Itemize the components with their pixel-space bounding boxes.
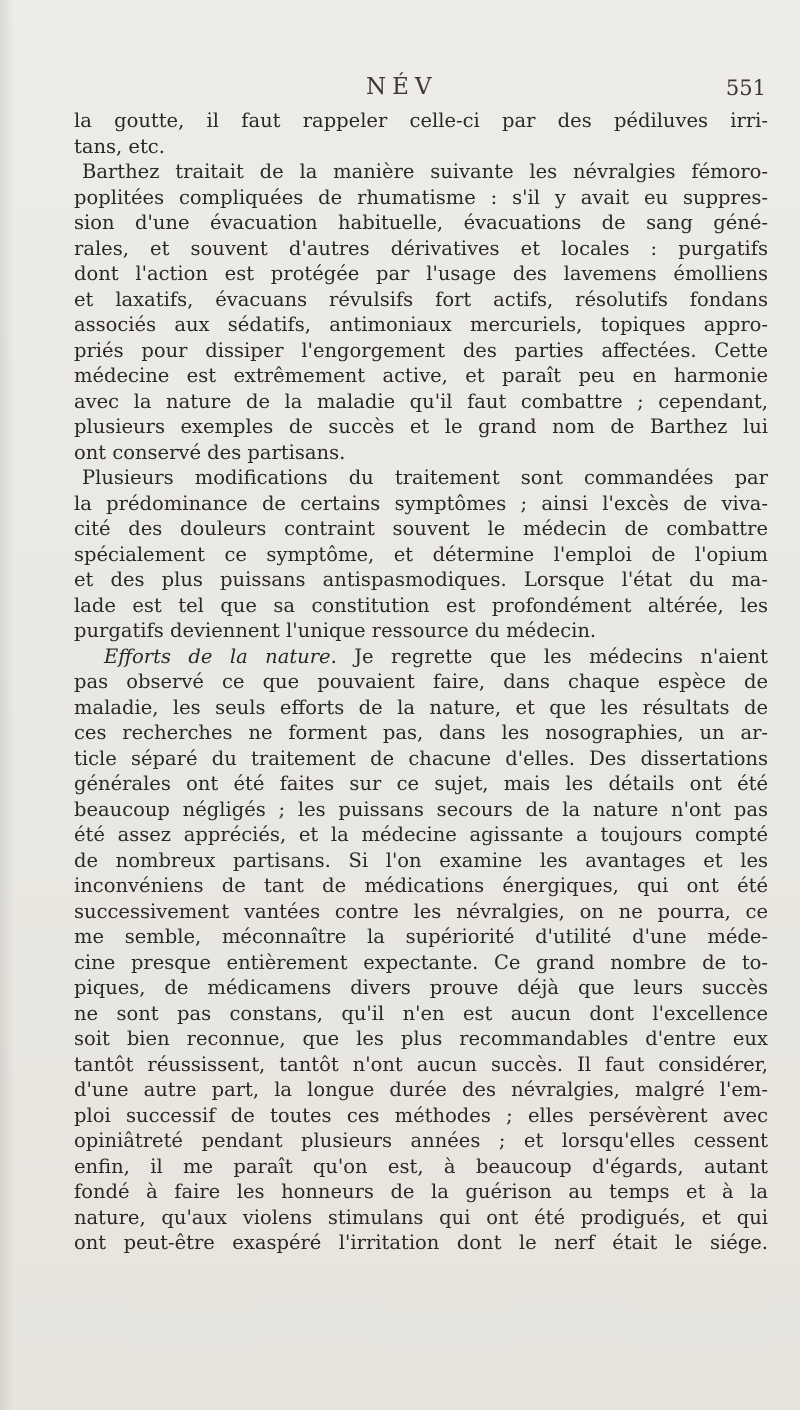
- text-line: Barthez traitait de la manière suivante les névralgies fémoro-: [82, 160, 768, 183]
- text-line: la prédominance de certains symptômes ; ainsi l'excès de viva-: [74, 491, 768, 515]
- text-line: tantôt réussissent, tantôt n'ont aucun succès. Il faut considérer,: [74, 1052, 768, 1076]
- text-line: priés pour dissiper l'engorgement des parties affectées. Cette: [74, 338, 768, 362]
- text-line: maladie, les seuls efforts de la nature, et que les résultats de: [74, 695, 768, 719]
- text-line: pas observé ce que pouvaient faire, dans chaque espèce de: [74, 670, 768, 693]
- text-line: ont conservé des partisans.: [74, 440, 346, 464]
- text-line: générales ont été faites sur ce sujet, mais les détails ont été: [74, 772, 768, 795]
- text-line: me semble, méconnaître la supériorité d'utilité d'une méde-: [74, 925, 768, 948]
- running-head-title: NÉV: [366, 74, 438, 100]
- text-line: poplitées compliquées de rhumatisme : s'il y avait eu suppres-: [74, 185, 768, 209]
- text-line: ont peut-être exaspéré l'irritation dont le nerf était le siége.: [74, 1231, 768, 1254]
- section-rubric: Efforts de la nature.: [104, 644, 337, 668]
- running-head: [74, 74, 772, 106]
- text-line: de nombreux partisans. Si l'on examine les avantages et les: [74, 848, 768, 872]
- text-line: cine presque entièrement expectante. Ce grand nombre de to-: [74, 950, 768, 974]
- text-line: nature, qu'aux violens stimulans qui ont été prodigués, et qui: [74, 1205, 768, 1229]
- text-line: soit bien reconnue, que les plus recommandables d'entre eux: [74, 1027, 768, 1050]
- text-line: avec la nature de la maladie qu'il faut combattre ; cependant,: [74, 389, 768, 413]
- text-line: d'une autre part, la longue durée des névralgies, malgré l'em-: [74, 1078, 768, 1101]
- text-line: ticle séparé du traitement de chacune d'elles. Des dissertations: [74, 746, 768, 770]
- text-line: purgatifs deviennent l'unique ressource du médecin.: [74, 619, 597, 642]
- text-line: inconvéniens de tant de médications énergiques, qui ont été: [74, 874, 768, 897]
- text-line: tans, etc.: [74, 134, 165, 158]
- text-line: dont l'action est protégée par l'usage des lavemens émolliens: [74, 262, 768, 285]
- line-continuation: Je regrette que les médecins n'aient: [336, 644, 769, 668]
- binding-shadow: [0, 0, 14, 1410]
- text-line: ploi successif de toutes ces méthodes ; elles persévèrent avec: [74, 1103, 768, 1127]
- text-line: successivement vantées contre les névralgies, on ne pourra, ce: [74, 899, 768, 923]
- text-line: la goutte, il faut rappeler celle-ci par des pédiluves irri-: [74, 109, 768, 132]
- page-number: 551: [725, 76, 766, 100]
- text-line: ne sont pas constans, qu'il n'en est aucun dont l'excellence: [74, 1001, 768, 1025]
- text-line: ces recherches ne forment pas, dans les nosographies, un ar-: [74, 721, 768, 744]
- text-line: et laxatifs, évacuans révulsifs fort actifs, résolutifs fondans: [74, 287, 768, 311]
- text-line: fondé à faire les honneurs de la guérison au temps et à la: [74, 1180, 768, 1203]
- text-line: Plusieurs modifications du traitement sont commandées par: [82, 466, 768, 489]
- text-line: enfin, il me paraît qu'on est, à beaucoup d'égards, autant: [74, 1154, 768, 1178]
- text-line: lade est tel que sa constitution est profondément altérée, les: [74, 593, 768, 617]
- text-line: et des plus puissans antispasmodiques. Lorsque l'état du ma-: [74, 568, 768, 591]
- text-line: beaucoup négligés ; les puissans secours de la nature n'ont pas: [74, 797, 768, 821]
- body-text: [74, 108, 768, 1256]
- text-line: opiniâtreté pendant plusieurs années ; et lorsqu'elles cessent: [74, 1129, 768, 1152]
- text-line: médecine est extrêmement active, et paraît peu en harmonie: [74, 364, 768, 387]
- text-line: sion d'une évacuation habituelle, évacuations de sang géné-: [74, 211, 768, 234]
- text-line: été assez appréciés, et la médecine agissante a toujours compté: [74, 823, 768, 846]
- text-line: piques, de médicamens divers prouve déjà que leurs succès: [74, 976, 768, 999]
- text-line: cité des douleurs contraint souvent le médecin de combattre: [74, 517, 768, 540]
- text-line: associés aux sédatifs, antimoniaux mercuriels, topiques appro-: [74, 313, 768, 336]
- text-line: [74, 644, 768, 670]
- text-line: spécialement ce symptôme, et détermine l'emploi de l'opium: [74, 542, 768, 566]
- text-line: plusieurs exemples de succès et le grand nom de Barthez lui: [74, 415, 768, 438]
- text-line: rales, et souvent d'autres dérivatives et locales : purgatifs: [74, 236, 768, 260]
